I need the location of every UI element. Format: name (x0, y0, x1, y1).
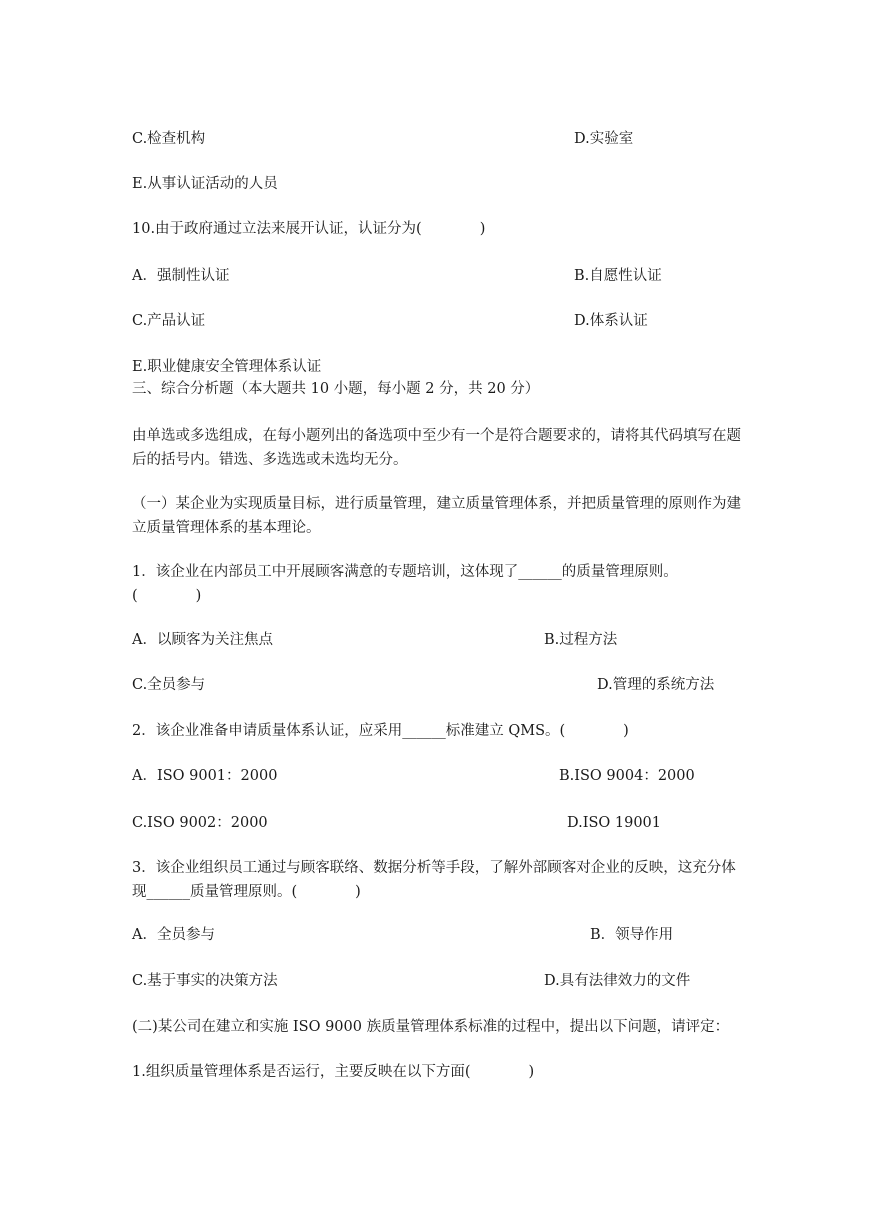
option-a: A．全员参与 (132, 927, 215, 943)
option-a: A．ISO 9001：2000 (132, 768, 278, 784)
option-a: A．强制性认证 (132, 268, 230, 284)
option-b: B.自愿性认证 (574, 268, 662, 284)
option-b: B．领导作用 (590, 927, 674, 943)
question-stem: 3．该企业组织员工通过与顾客联络、数据分析等手段，了解外部顾客对企业的反映，这充分体现______质量管理原则。( ) (132, 860, 736, 900)
question-stem: 1．该企业在内部员工中开展顾客满意的专题培训，这体现了______的质量管理原则。( ) (132, 564, 678, 604)
option-e: E.从事认证活动的人员 (132, 176, 278, 192)
option-a: A．以顾客为关注焦点 (132, 632, 273, 648)
option-d: D.具有法律效力的文件 (544, 973, 691, 989)
option-d: D.实验室 (574, 131, 634, 147)
question-stem: 1.组织质量管理体系是否运行，主要反映在以下方面( ) (132, 1064, 535, 1080)
section-title: 三、综合分析题（本大题共 10 小题，每小题 2 分，共 20 分） (132, 381, 540, 397)
option-c: C.检查机构 (132, 131, 206, 147)
option-d: D.ISO 19001 (567, 815, 662, 831)
case-intro: (二)某公司在建立和实施 ISO 9000 族质量管理体系标准的过程中，提出以下问题，请评定： (132, 1019, 730, 1035)
question-stem: 2．该企业准备申请质量体系认证，应采用______标准建立 QMS。( ) (132, 723, 629, 739)
option-e: E.职业健康安全管理体系认证 (132, 359, 322, 375)
option-d: D.管理的系统方法 (597, 677, 715, 693)
section-instructions: 由单选或多选组成，在每小题列出的备选项中至少有一个是符合题要求的，请将其代码填写在题后的括号内。错选、多选选或未选均无分。 (132, 428, 741, 468)
option-d: D.体系认证 (574, 313, 648, 329)
option-b: B.ISO 9004：2000 (559, 768, 695, 784)
question-10-stem: 10.由于政府通过立法来展开认证，认证分为( ) (132, 221, 486, 237)
option-c: C.基于事实的决策方法 (132, 973, 278, 989)
case-intro: （一）某企业为实现质量目标，进行质量管理，建立质量管理体系，并把质量管理的原则作为建立质量管理体系的基本理论。 (132, 496, 741, 536)
option-c: C.全员参与 (132, 677, 206, 693)
option-c: C.产品认证 (132, 313, 206, 329)
option-b: B.过程方法 (544, 632, 618, 648)
option-c: C.ISO 9002：2000 (132, 815, 268, 831)
